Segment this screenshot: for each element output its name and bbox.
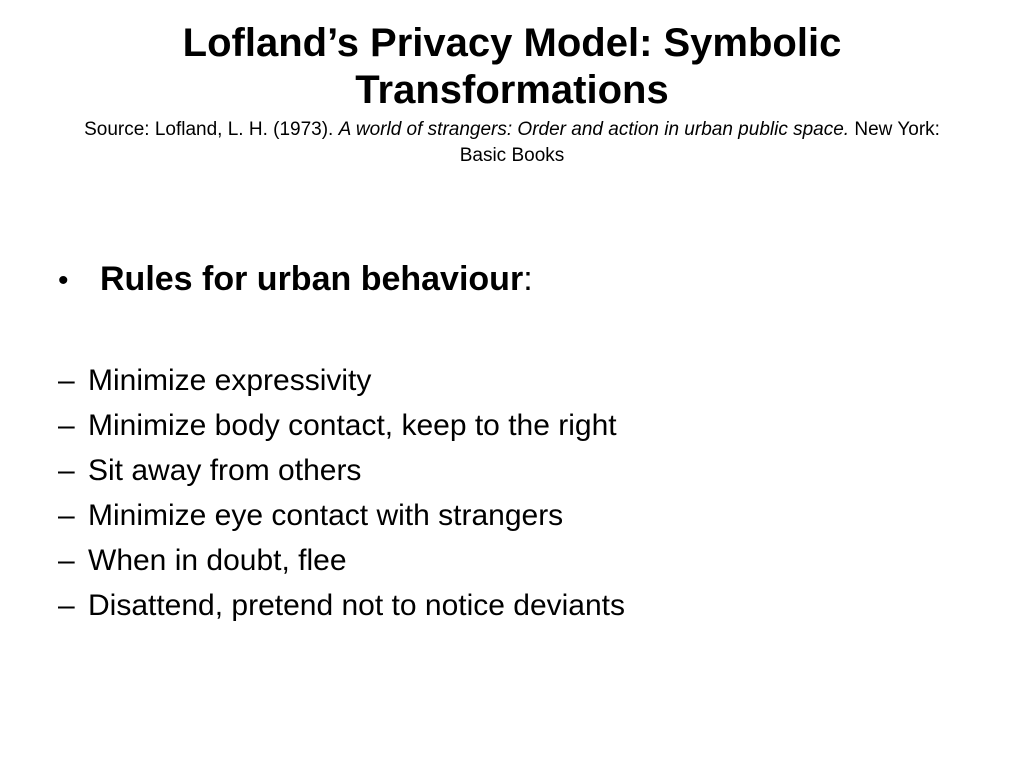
list-item-text: Minimize body contact, keep to the right <box>88 409 617 442</box>
content-area <box>58 255 978 305</box>
list-item-text: When in doubt, flee <box>88 544 347 577</box>
dash-icon: – <box>58 454 75 487</box>
slide-title: Lofland’s Privacy Model: Symbolic Transformations <box>182 21 842 112</box>
list-item <box>58 538 625 583</box>
list-item <box>58 448 625 493</box>
list-item-text: Sit away from others <box>88 454 362 487</box>
bullet-icon: • <box>58 264 69 297</box>
title-block <box>60 20 964 169</box>
dash-icon: – <box>58 409 75 442</box>
source-book-title: A world of strangers: Order and action in urban public space. <box>338 119 850 140</box>
dash-icon: – <box>58 499 75 532</box>
list-item-text: Disattend, pretend not to notice deviants <box>88 589 626 622</box>
list-item-text: Minimize eye contact with strangers <box>88 499 564 532</box>
dash-icon: – <box>58 589 75 622</box>
main-bullet <box>58 255 978 305</box>
dash-icon: – <box>58 544 75 577</box>
source-citation <box>60 117 964 169</box>
main-bullet-text <box>100 255 533 303</box>
list-item <box>58 358 625 403</box>
list-item-text: Minimize expressivity <box>88 364 372 397</box>
sub-bullet-list <box>58 358 625 628</box>
dash-icon: – <box>58 364 75 397</box>
list-item <box>58 583 625 628</box>
list-item <box>58 403 625 448</box>
source-publisher: New York: Basic Books <box>459 119 940 166</box>
list-item <box>58 493 625 538</box>
source-prefix: Source: Lofland, L. H. (1973). <box>84 119 339 140</box>
main-bullet-suffix: : <box>523 260 533 298</box>
main-bullet-label: Rules for urban behaviour <box>100 260 524 298</box>
